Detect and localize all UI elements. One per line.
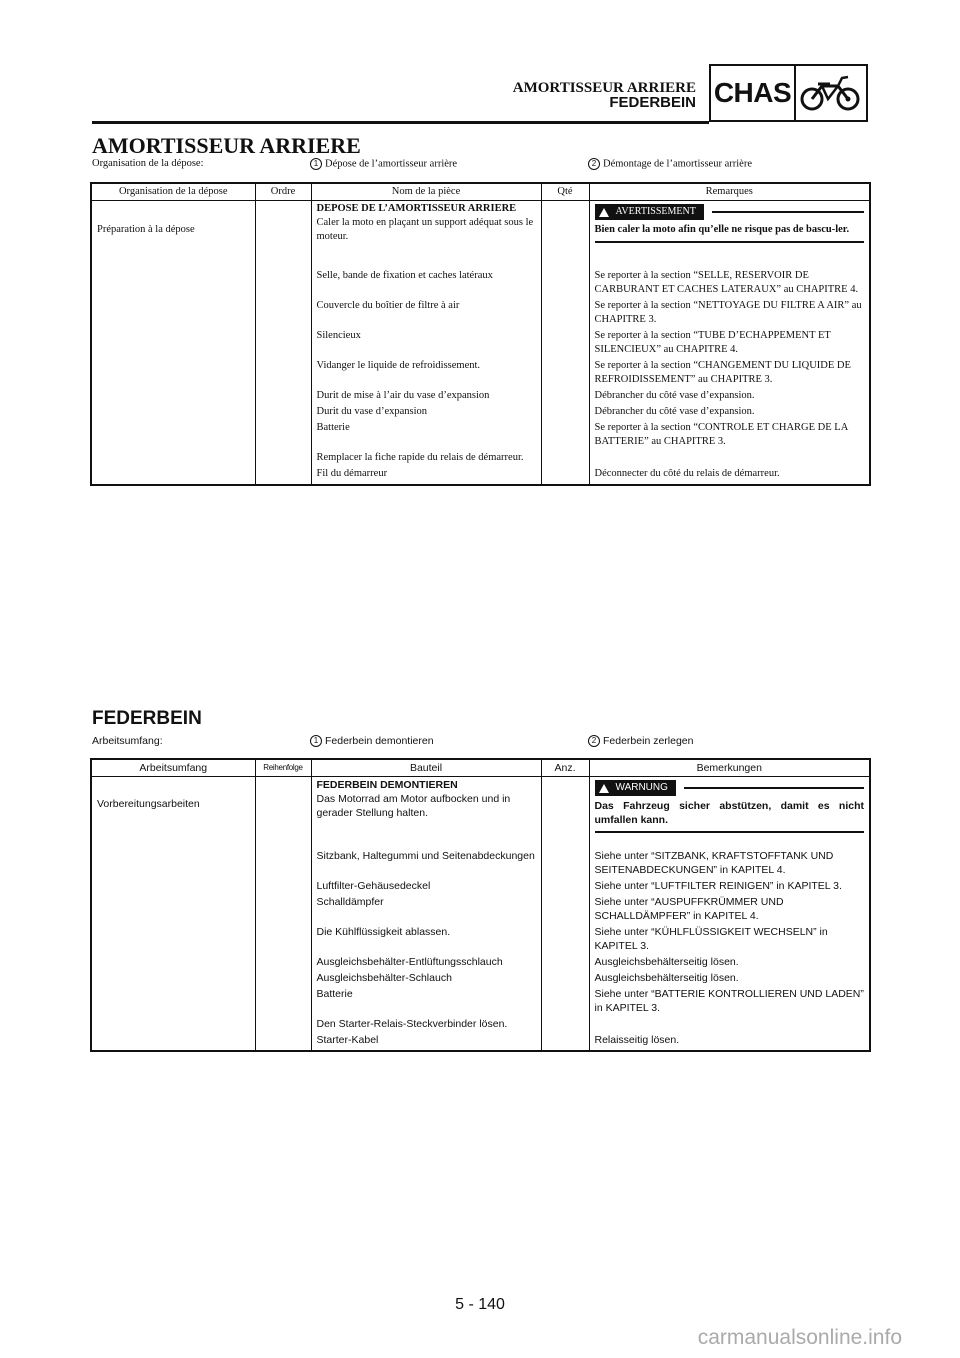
- table-row: Selle, bande de fixation et caches latéraux Se reporter à la section “SELLE, RESERVOIR DE CARBURANT ET CACHES LATERAUX” au CHAPITRE 4.: [91, 265, 870, 298]
- removal-table-fr: [90, 182, 871, 486]
- table-row: Silencieux Se reporter à la section “TUBE D’ECHAPPEMENT ET SILENCIEUX” au CHAPITRE 4.: [91, 328, 870, 358]
- warning-triangle-icon: [599, 208, 609, 217]
- table-row: Ausgleichsbehälter-Entlüftungsschlauch Ausgleichsbehälterseitig lösen.: [91, 954, 870, 970]
- section-code: CHAS: [711, 66, 796, 120]
- table-row: Durit de mise à l’air du vase d’expansion Débrancher du côté vase d’expansion.: [91, 388, 870, 404]
- column-header: Arbeitsumfang: [91, 759, 255, 777]
- column-header: Nom de la pièce: [311, 183, 541, 201]
- warning-triangle-icon: [599, 784, 609, 793]
- warning-box: [595, 204, 865, 243]
- running-header-de: FEDERBEIN: [609, 94, 696, 111]
- table-heading-row: FEDERBEIN DEMONTIEREN: [316, 779, 458, 791]
- column-header: Bauteil: [311, 759, 541, 777]
- table-row: [91, 201, 870, 266]
- table-row: Den Starter-Relais-Steckverbinder lösen.: [91, 1016, 870, 1032]
- table-row: Starter-Kabel Relaisseitig lösen.: [91, 1032, 870, 1051]
- warning-rule: [684, 787, 864, 789]
- circled-number: 2: [588, 158, 600, 170]
- column-header: Ordre: [255, 183, 311, 201]
- warning-box: [595, 780, 865, 833]
- table-row: Batterie Se reporter à la section “CONTROLE ET CHARGE DE LA BATTERIE” au CHAPITRE 3.: [91, 420, 870, 450]
- table-row: Die Kühlflüssigkeit ablassen. Siehe unter “KÜHLFLÜSSIGKEIT WECHSELN” in KAPITEL 3.: [91, 924, 870, 954]
- circled-number: 1: [310, 158, 322, 170]
- running-header-fr: AMORTISSEUR ARRIERE: [512, 80, 696, 96]
- scope-item-2: 2 Federbein zerlegen: [588, 735, 693, 747]
- table-row: Remplacer la fiche rapide du relais de démarreur.: [91, 450, 870, 466]
- table-row: Couvercle du boîtier de filtre à air Se reporter à la section “NETTOYAGE DU FILTRE A AIR” au CHAPITRE 3.: [91, 298, 870, 328]
- part-cell: [311, 777, 541, 846]
- scope-item-1: 1 Dépose de l’amortisseur arrière: [310, 158, 457, 170]
- table-row: Luftfilter-Gehäusedeckel Siehe unter “LUFTFILTER REINIGEN” in KAPITEL 3.: [91, 878, 870, 894]
- column-header: Bemerkungen: [589, 759, 870, 777]
- table-row: Fil du démarreur Déconnecter du côté du relais de démarreur.: [91, 466, 870, 485]
- table-row: Schalldämpfer Siehe unter “AUSPUFFKRÜMMER UND SCHALLDÄMPFER” in KAPITEL 4.: [91, 894, 870, 924]
- section-title-de: FEDERBEIN: [92, 708, 202, 729]
- table-row: Batterie Siehe unter “BATTERIE KONTROLLIEREN UND LADEN” in KAPITEL 3.: [91, 986, 870, 1016]
- table-row: [91, 777, 870, 846]
- warning-label: WARNUNG: [595, 780, 676, 796]
- scope-item-2: 2 Démontage de l’amortisseur arrière: [588, 158, 752, 170]
- table-row: Durit du vase d’expansion Débrancher du côté vase d’expansion.: [91, 404, 870, 420]
- watermark: carmanualsonline.info: [697, 1326, 902, 1349]
- warning-label: AVERTISSEMENT: [595, 204, 704, 220]
- motorcycle-icon: [796, 66, 866, 120]
- scope-label: Arbeitsumfang:: [92, 735, 163, 747]
- warning-rule: [712, 211, 864, 213]
- column-header: Organisation de la dépose: [91, 183, 255, 201]
- page-number: 5 - 140: [455, 1296, 505, 1313]
- prep-cell: Vorbereitungsarbeiten: [97, 798, 200, 810]
- circled-number: 2: [588, 735, 600, 747]
- column-header: Anz.: [541, 759, 589, 777]
- scope-label: Organisation de la dépose:: [92, 158, 204, 169]
- table-row: Sitzbank, Haltegummi und Seitenabdeckungen Siehe unter “SITZBANK, KRAFTSTOFFTANK UND SEITENABDECKUNGEN” in KAPITEL 4.: [91, 845, 870, 878]
- warning-text: Bien caler la moto afin qu’elle ne risque pas de bascu-ler.: [595, 223, 865, 243]
- part-cell: [311, 201, 541, 266]
- prep-cell: Préparation à la dépose: [97, 224, 195, 235]
- remark-cell: [589, 201, 870, 266]
- column-header: Qté: [541, 183, 589, 201]
- circled-number: 1: [310, 735, 322, 747]
- column-header: Remarques: [589, 183, 870, 201]
- part-text: Das Motorrad am Motor aufbocken und in gerader Stellung halten.: [316, 793, 511, 819]
- header-rule: [92, 121, 709, 124]
- section-title-fr: AMORTISSEUR ARRIERE: [92, 133, 361, 158]
- column-header: Reihenfolge: [255, 759, 311, 777]
- scope-item-1: 1 Federbein demontieren: [310, 735, 434, 747]
- table-row: Vidanger le liquide de refroidissement. Se reporter à la section “CHANGEMENT DU LIQUIDE DE REFROIDISSEMENT” au CHAPITRE 3.: [91, 358, 870, 388]
- section-tab: [709, 64, 868, 122]
- warning-text: Das Fahrzeug sicher abstützen, damit es nicht umfallen kann.: [595, 799, 865, 833]
- part-text: Caler la moto en plaçant un support adéquat sous le moteur.: [316, 217, 534, 242]
- table-header-row: [91, 759, 870, 777]
- table-row: Ausgleichsbehälter-Schlauch Ausgleichsbehälterseitig lösen.: [91, 970, 870, 986]
- removal-table-de: [90, 758, 871, 1052]
- remark-cell: [589, 777, 870, 846]
- table-header-row: [91, 183, 870, 201]
- table-heading-row: DEPOSE DE L’AMORTISSEUR ARRIERE: [316, 203, 517, 214]
- running-header: [513, 80, 696, 110]
